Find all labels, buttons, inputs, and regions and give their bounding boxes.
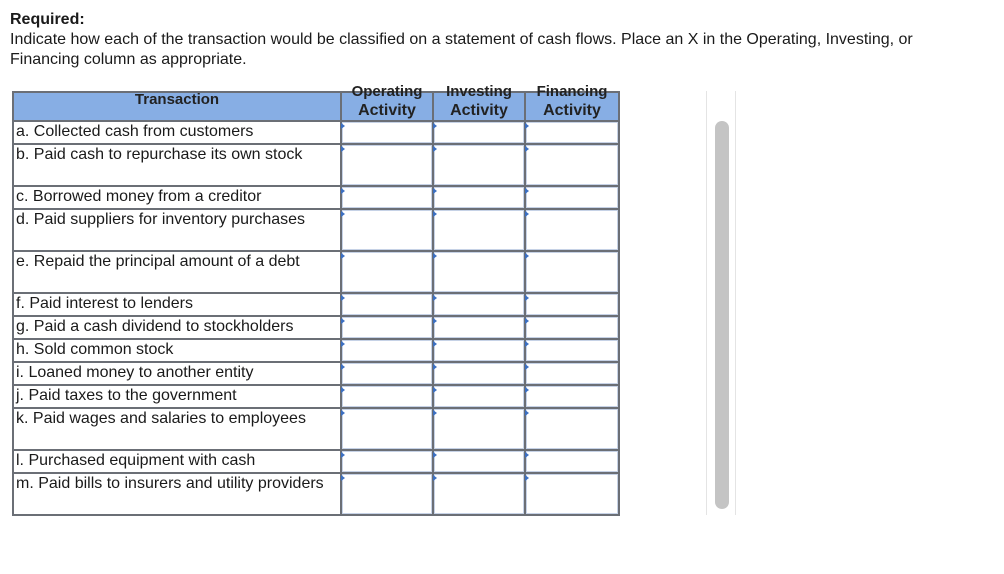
cash-flow-classification-table [12,83,620,516]
investing-input-field[interactable] [434,363,524,384]
investing-input-field[interactable] [434,122,524,143]
input-marker-icon [341,295,345,301]
header-financing-activity [525,83,619,121]
operating-input-field[interactable] [342,122,432,143]
input-marker-icon [341,387,345,393]
operating-input-cell[interactable] [341,473,433,515]
scroll-panel [706,91,736,515]
operating-input-field[interactable] [342,252,432,292]
investing-input-cell[interactable] [433,408,525,450]
operating-input-field[interactable] [342,145,432,185]
investing-input-field[interactable] [434,474,524,514]
financing-input-field[interactable] [526,145,618,185]
operating-input-field[interactable] [342,386,432,407]
financing-input-field[interactable] [526,386,618,407]
financing-input-cell[interactable] [525,293,619,316]
operating-input-cell[interactable] [341,362,433,385]
operating-input-field[interactable] [342,210,432,250]
operating-input-cell[interactable] [341,251,433,293]
input-marker-icon [341,253,345,259]
header-operating-label: Activity [358,102,416,119]
financing-input-field[interactable] [526,363,618,384]
investing-input-cell[interactable] [433,251,525,293]
investing-input-cell[interactable] [433,293,525,316]
table-row [13,385,619,408]
financing-input-field[interactable] [526,451,618,472]
input-marker-icon [341,318,345,324]
operating-input-field[interactable] [342,451,432,472]
table-row [13,144,619,186]
input-marker-icon [525,318,529,324]
input-marker-icon [341,410,345,416]
input-marker-icon [433,364,437,370]
input-marker-icon [433,318,437,324]
financing-input-field[interactable] [526,474,618,514]
table-row [13,251,619,293]
investing-input-cell[interactable] [433,362,525,385]
header-row [13,92,619,121]
financing-input-cell[interactable] [525,450,619,473]
input-marker-icon [433,341,437,347]
operating-input-cell[interactable] [341,144,433,186]
operating-input-cell[interactable] [341,408,433,450]
operating-input-cell[interactable] [341,450,433,473]
financing-input-cell[interactable] [525,251,619,293]
transaction-label: c. Borrowed money from a creditor [13,186,341,209]
transaction-label: b. Paid cash to repurchase its own stock [13,144,341,186]
investing-input-cell[interactable] [433,186,525,209]
table-row [13,316,619,339]
cash-flow-table-container [12,83,618,513]
investing-input-field[interactable] [434,294,524,315]
table-row [13,450,619,473]
investing-input-field[interactable] [434,252,524,292]
table-row [13,339,619,362]
transaction-label: e. Repaid the principal amount of a debt [13,251,341,293]
input-marker-icon [433,452,437,458]
operating-input-cell[interactable] [341,186,433,209]
financing-input-field[interactable] [526,409,618,449]
required-heading: Required: [10,11,85,28]
operating-input-field[interactable] [342,294,432,315]
financing-input-cell[interactable] [525,144,619,186]
input-marker-icon [341,188,345,194]
financing-input-field[interactable] [526,210,618,250]
financing-input-cell[interactable] [525,408,619,450]
instructions [10,10,970,70]
input-marker-icon [525,410,529,416]
table-row [13,186,619,209]
table-row [13,209,619,251]
operating-input-cell[interactable] [341,316,433,339]
investing-input-cell[interactable] [433,385,525,408]
instructions-text: Indicate how each of the transaction would be classified on a statement of cash flows. Place an X in the Operating, Investing, or Financing column as appropriate. [10,31,913,68]
investing-input-field[interactable] [434,317,524,338]
input-marker-icon [341,341,345,347]
input-marker-icon [433,188,437,194]
operating-input-cell[interactable] [341,385,433,408]
investing-input-cell[interactable] [433,144,525,186]
investing-input-cell[interactable] [433,339,525,362]
financing-input-field[interactable] [526,187,618,208]
input-marker-icon [525,475,529,481]
financing-input-cell[interactable] [525,186,619,209]
input-marker-icon [525,387,529,393]
header-investing-label: Activity [450,102,508,119]
transaction-label: i. Loaned money to another entity [13,362,341,385]
input-marker-icon [341,452,345,458]
input-marker-icon [433,387,437,393]
input-marker-icon [433,123,437,129]
input-marker-icon [433,475,437,481]
investing-input-field[interactable] [434,409,524,449]
input-marker-icon [341,364,345,370]
input-marker-icon [525,364,529,370]
financing-input-cell[interactable] [525,385,619,408]
operating-input-field[interactable] [342,409,432,449]
financing-input-cell[interactable] [525,316,619,339]
operating-input-field[interactable] [342,363,432,384]
investing-input-field[interactable] [434,386,524,407]
input-marker-icon [341,123,345,129]
input-marker-icon [525,211,529,217]
operating-input-cell[interactable] [341,121,433,144]
transaction-label: f. Paid interest to lenders [13,293,341,316]
financing-input-cell[interactable] [525,121,619,144]
operating-input-field[interactable] [342,317,432,338]
table-body [13,121,619,515]
header-financing-top: Financing [536,83,608,100]
financing-input-field[interactable] [526,252,618,292]
transaction-label: d. Paid suppliers for inventory purchases [13,209,341,251]
input-marker-icon [525,188,529,194]
input-marker-icon [525,146,529,152]
scrollbar-thumb[interactable] [715,121,729,509]
transaction-label: m. Paid bills to insurers and utility providers [13,473,341,515]
table-row [13,473,619,515]
investing-input-cell[interactable] [433,450,525,473]
input-marker-icon [525,295,529,301]
operating-input-cell[interactable] [341,339,433,362]
table-row [13,293,619,316]
input-marker-icon [525,123,529,129]
operating-input-field[interactable] [342,474,432,514]
input-marker-icon [433,410,437,416]
input-marker-icon [525,341,529,347]
financing-input-cell[interactable] [525,473,619,515]
financing-input-field[interactable] [526,340,618,361]
investing-input-cell[interactable] [433,121,525,144]
input-marker-icon [341,211,345,217]
table-row [13,362,619,385]
input-marker-icon [525,452,529,458]
transaction-label: j. Paid taxes to the government [13,385,341,408]
investing-input-cell[interactable] [433,316,525,339]
table-row [13,408,619,450]
header-transaction: Transaction [13,92,341,121]
investing-input-cell[interactable] [433,473,525,515]
financing-input-field[interactable] [526,317,618,338]
header-operating-activity [341,83,433,121]
input-marker-icon [433,211,437,217]
input-marker-icon [433,253,437,259]
financing-input-cell[interactable] [525,209,619,251]
header-financing-label: Activity [543,102,601,119]
input-marker-icon [341,475,345,481]
operating-input-cell[interactable] [341,209,433,251]
investing-input-field[interactable] [434,145,524,185]
input-marker-icon [433,146,437,152]
investing-input-cell[interactable] [433,209,525,251]
operating-input-field[interactable] [342,340,432,361]
header-operating-top: Operating [351,83,423,100]
investing-input-field[interactable] [434,451,524,472]
transaction-label: a. Collected cash from customers [13,121,341,144]
transaction-label: l. Purchased equipment with cash [13,450,341,473]
operating-input-field[interactable] [342,187,432,208]
header-investing-activity [433,83,525,121]
transaction-label: h. Sold common stock [13,339,341,362]
financing-input-cell[interactable] [525,362,619,385]
transaction-label: k. Paid wages and salaries to employees [13,408,341,450]
input-marker-icon [433,295,437,301]
financing-input-cell[interactable] [525,339,619,362]
table-row [13,121,619,144]
header-investing-top: Investing [446,83,512,100]
financing-input-field[interactable] [526,294,618,315]
input-marker-icon [525,253,529,259]
investing-input-field[interactable] [434,340,524,361]
transaction-label: g. Paid a cash dividend to stockholders [13,316,341,339]
operating-input-cell[interactable] [341,293,433,316]
input-marker-icon [341,146,345,152]
investing-input-field[interactable] [434,210,524,250]
financing-input-field[interactable] [526,122,618,143]
investing-input-field[interactable] [434,187,524,208]
